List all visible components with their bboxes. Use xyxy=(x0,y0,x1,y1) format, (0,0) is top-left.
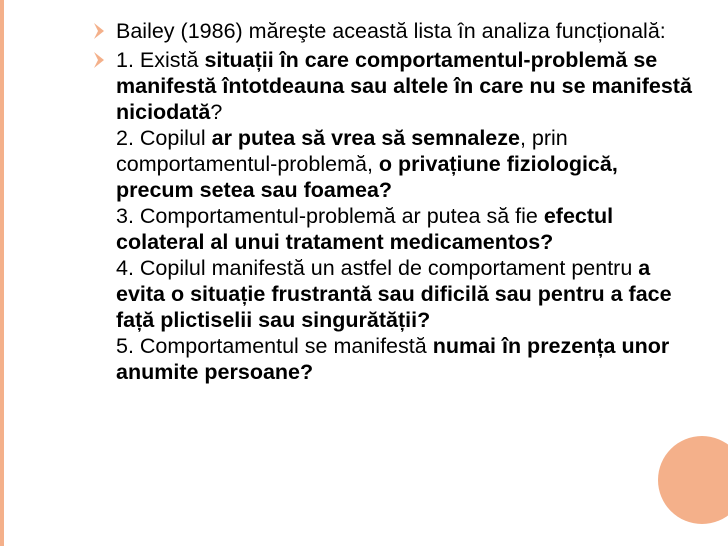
question-item-3 xyxy=(116,203,692,255)
diamond-bullet-icon xyxy=(92,50,106,70)
question-4-bold-segment: a evita o situație frustrantă sau dificilă sau pentru a face față plictiselii sau singurătății? xyxy=(116,256,672,332)
question-3-bold-segment: efectul colateral al unui tratament medicamentos? xyxy=(116,204,614,254)
question-item-2 xyxy=(116,125,692,203)
question-item-1 xyxy=(116,47,692,125)
decorative-circle xyxy=(658,436,728,524)
question-5-text-segment: 5. Comportamentul se manifestă xyxy=(116,334,433,358)
question-2-bold-segment: o privațiune fiziologică, precum setea sau foamea? xyxy=(116,152,618,202)
bullet-item-intro xyxy=(92,18,692,44)
diamond-bullet-icon xyxy=(92,21,106,41)
question-2-bold-segment: ar putea să vrea să semnaleze xyxy=(211,126,520,150)
question-item-4 xyxy=(116,255,692,333)
questions-list xyxy=(116,47,692,385)
bullet-item-questions xyxy=(92,47,692,385)
slide-content xyxy=(92,18,692,388)
question-3-text-segment: 3. Comportamentul-problemă ar putea să fie xyxy=(116,204,544,228)
question-2-text-segment: , prin comportamentul-problemă, xyxy=(116,126,568,176)
question-2-text-segment: 2. Copilul xyxy=(116,126,212,150)
intro-text-segment: Bailey (1986) măreşte această lista în analiza funcțională: xyxy=(116,19,666,43)
slide-left-border xyxy=(0,0,4,546)
question-1-text-segment: 1. Există xyxy=(116,48,205,72)
question-5-bold-segment: numai în prezența unor anumite persoane? xyxy=(116,334,670,384)
question-item-5 xyxy=(116,333,692,385)
intro-text xyxy=(116,18,692,44)
question-1-text-segment: ? xyxy=(210,100,223,124)
question-4-text-segment: 4. Copilul manifestă un astfel de comportament pentru xyxy=(116,256,639,280)
question-1-bold-segment: situații în care comportamentul-problemă se manifestă întotdeauna sau altele în care nu se manifestă niciodată xyxy=(116,48,692,124)
